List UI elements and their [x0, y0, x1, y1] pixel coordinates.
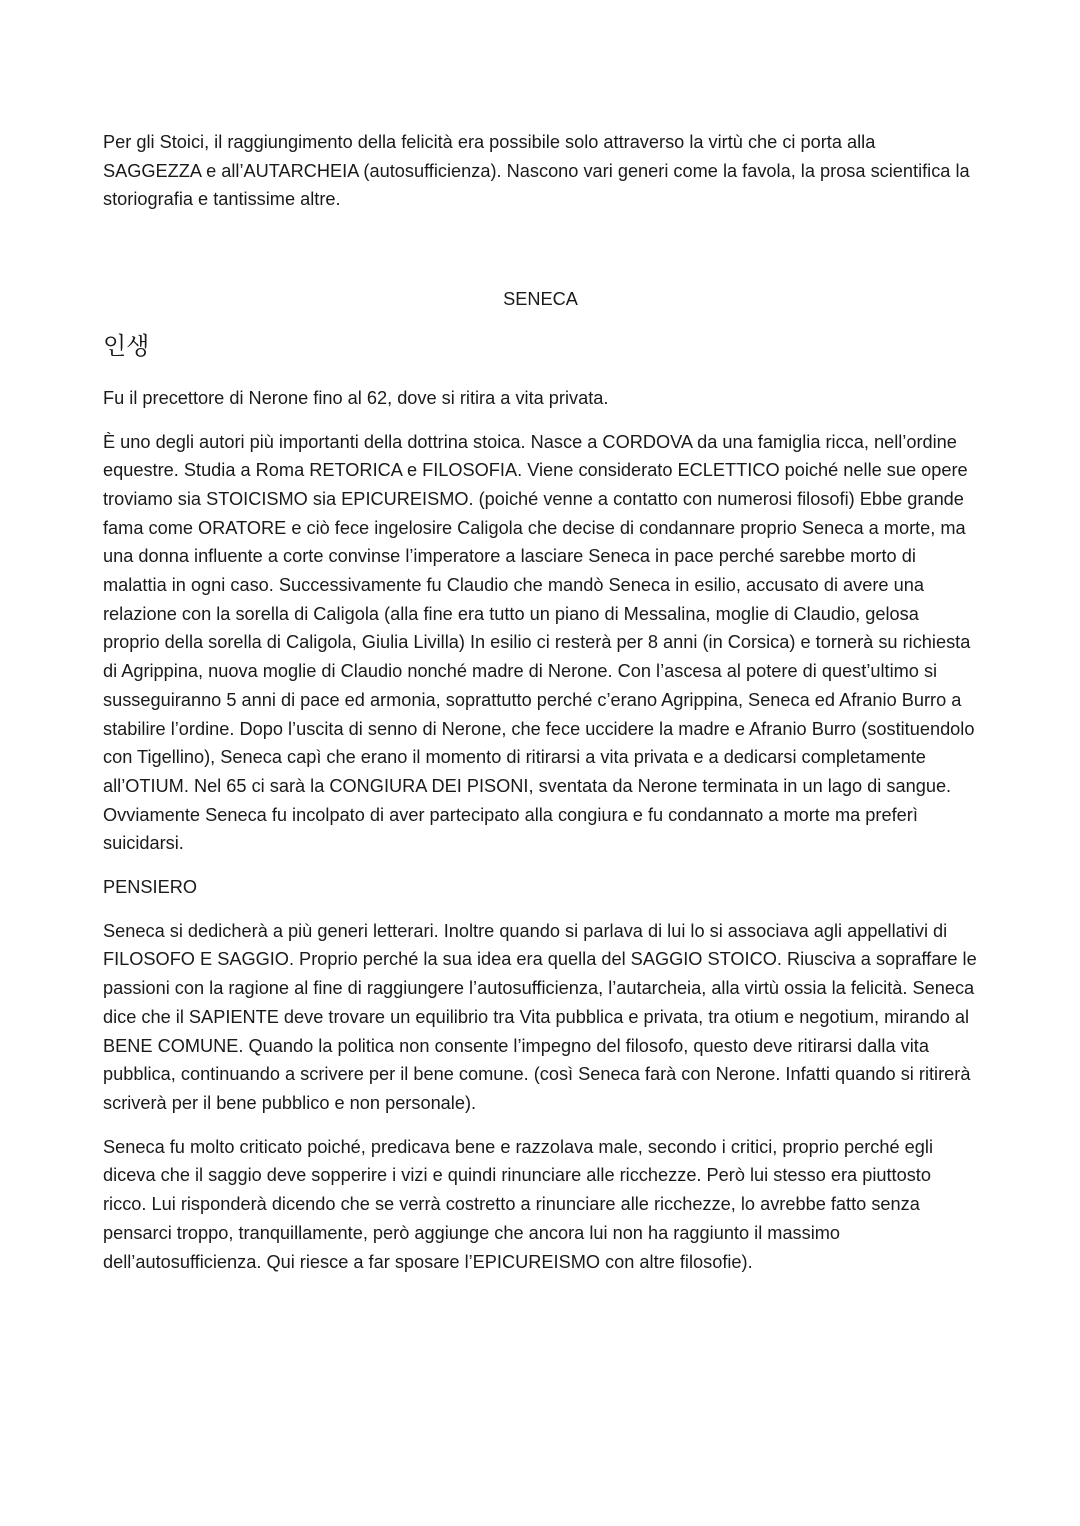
thought-paragraph-1: Seneca si dedicherà a più generi letterari. Inoltre quando si parlava di lui lo si associava agli appellativi di FILOSOFO E SAGGIO. Proprio perché la sua idea era quella del SAGGIO STOICO. Riusciva a sopraffare le passioni con la ragione al fine di raggiungere l’autosufficienza, l’autarcheia, alla virtù ossia la felicità. Seneca dice che il SAPIENTE deve trovare un equilibrio tra Vita pubblica e privata, tra otium e negotium, mirando al BENE COMUNE. Quando la politica non consente l’impegno del filosofo, questo deve ritirarsi dalla vita pubblica, continuando a scrivere per il bene comune. (così Seneca farà con Nerone. Infatti quando si ritirerà scriverà per il bene pubblico e non personale). [103, 920, 977, 1113]
page-title: SENECA [503, 289, 578, 310]
life-paragraph-2: È uno degli autori più importanti della dottrina stoica. Nasce a CORDOVA da una famiglia ricca, nell’ordine equestre. Studia a Roma RETORICA e FILOSOFIA. Viene considerato ECLETTICO poiché nelle sue opere troviamo sia STOICISMO sia EPICUREISMO. (poiché venne a contatto con numerosi filosofi) Ebbe grande fama come ORATORE e ciò fece ingelosire Caligola che decise di condannare proprio Seneca a morte, ma una donna influente a corte convinse l’imperatore a lasciare Seneca in pace perché sarebbe morto di malattia in ogni caso. Successivamente fu Claudio che mandò Seneca in esilio, accusato di avere una relazione con la sorella di Caligola (alla fine era tutto un piano di Messalina, moglie di Claudio, gelosa proprio della sorella di Caligola, Giulia Livilla) In esilio ci resterà per 8 anni (in Corsica) e tornerà su richiesta di Agrippina, nuova moglie di Claudio nonché madre di Nerone. Con l’ascesa al potere di quest’ultimo si susseguiranno 5 anni di pace ed armonia, soprattutto perché c’erano Agrippina, Seneca ed Afranio Burro a stabilire l’ordine. Dopo l’uscita di senno di Nerone, che fece uccidere la madre e Afranio Burro (sostituendolo con Tigellino), Seneca capì che erano il momento di ritirarsi a vita privata e a dedicarsi completamente all’OTIUM. Nel 65 ci sarà la CONGIURA DEI PISONI, sventata da Nerone terminata in un lago di sangue. Ovviamente Seneca fu incolpato di aver partecipato alla congiura e fu condannato a morte ma preferì suicidarsi. [103, 431, 975, 854]
spacer [103, 229, 978, 285]
section-heading-thought: PENSIERO [103, 877, 197, 898]
intro-paragraph: Per gli Stoici, il raggiungimento della felicità era possibile solo attraverso la virtù che ci porta alla SAGGEZZA e all’AUTARCHEIA (autosufficienza). Nascono vari generi come la favola, la prosa scientifica la storiografia e tantissime altre. [103, 132, 970, 210]
section-heading-life: 인생 [103, 332, 150, 360]
life-paragraph-1: Fu il precettore di Nerone fino al 62, dove si ritira a vita privata. [103, 387, 609, 408]
document-page [103, 128, 978, 1291]
thought-paragraph-2: Seneca fu molto criticato poiché, predicava bene e razzolava male, secondo i critici, proprio perché egli diceva che il saggio deve sopperire i vizi e quindi rinunciare alle ricchezze. Però lui stesso era piuttosto ricco. Lui risponderà dicendo che se verrà costretto a rinunciare alle ricchezze, lo avrebbe fatto senza pensarci troppo, tranquillamente, però aggiunge che ancora lui non ha raggiunto il massimo dell’autosufficienza. Qui riesce a far sposare l’EPICUREISMO con altre filosofie). [103, 1136, 933, 1272]
